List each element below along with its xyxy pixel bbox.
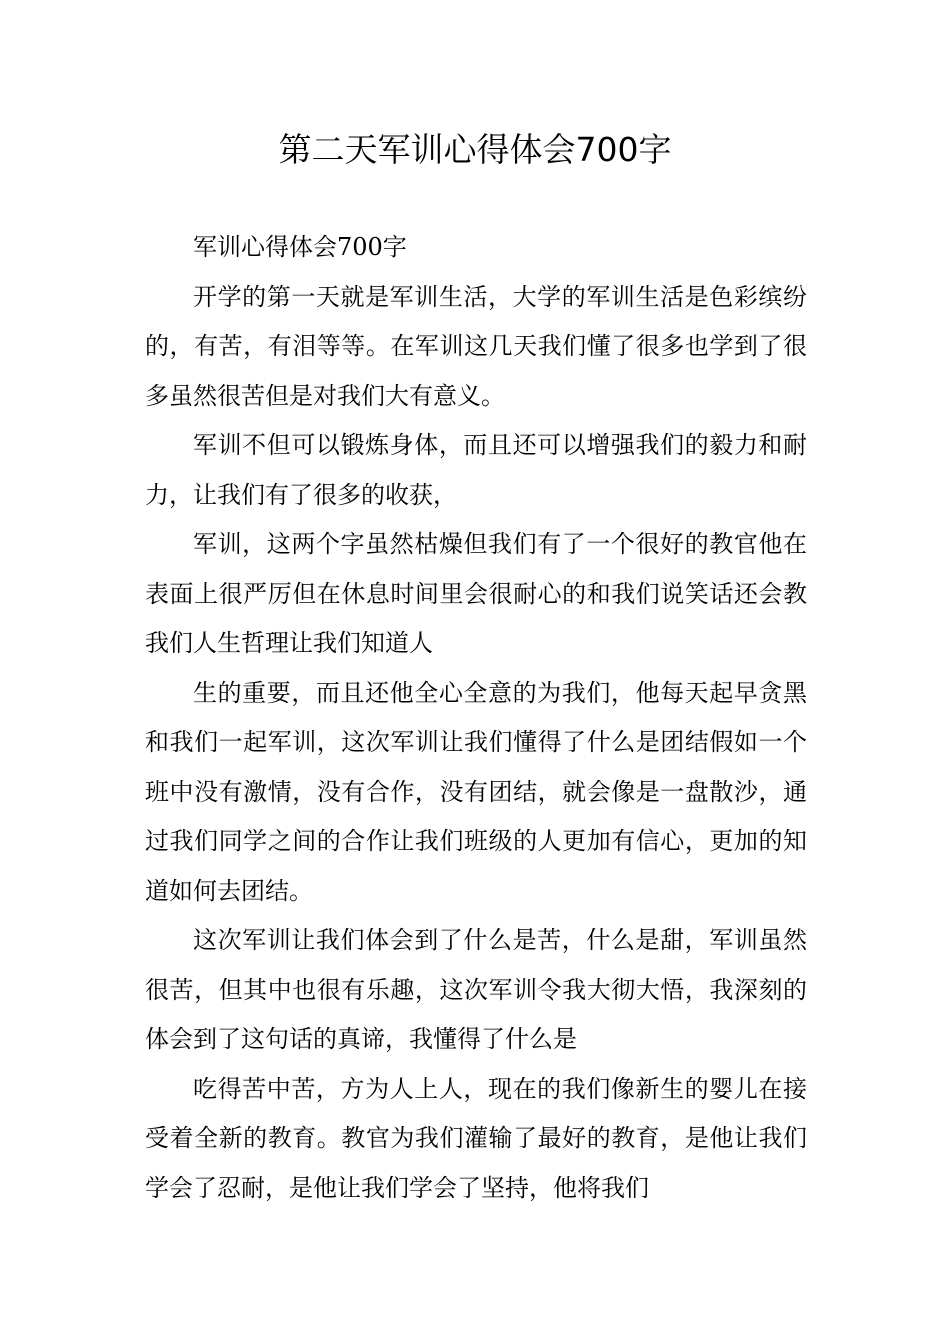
paragraph-3: 军训不但可以锻炼身体，而且还可以增强我们的毅力和耐力，让我们有了很多的收获， <box>145 431 807 509</box>
paragraph-5: 生的重要，而且还他全心全意的为我们，他每天起早贪黑和我们一起军训，这次军训让我们懂得了什么是团结假如一个班中没有激情，没有合作，没有团结，就会像是一盘散沙，通过我们同学之间的合作让我们班级的人更加有信心，更加的知道如何去团结。 <box>145 678 807 905</box>
paragraph-4: 军训，这两个字虽然枯燥但我们有了一个很好的教官他在表面上很严厉但在休息时间里会很耐心的和我们说笑话还会教我们人生哲理让我们知道人 <box>145 530 807 657</box>
paragraph-6: 这次军训让我们体会到了什么是苦，什么是甜，军训虽然很苦，但其中也很有乐趣，这次军训令我大彻大悟，我深刻的体会到了这句话的真谛，我懂得了什么是 <box>145 926 807 1053</box>
paragraph-2: 开学的第一天就是军训生活，大学的军训生活是色彩缤纷的，有苦，有泪等等。在军训这几天我们懂了很多也学到了很多虽然很苦但是对我们大有意义。 <box>145 282 807 410</box>
document-body <box>145 223 807 1213</box>
paragraph-1: 军训心得体会700字 <box>193 233 407 261</box>
document-title: 第二天军训心得体会700字 <box>278 130 672 169</box>
paragraph-7: 吃得苦中苦，方为人上人，现在的我们像新生的婴儿在接受着全新的教育。教官为我们灌输了最好的教育，是他让我们学会了忍耐，是他让我们学会了坚持，他将我们 <box>145 1074 807 1202</box>
